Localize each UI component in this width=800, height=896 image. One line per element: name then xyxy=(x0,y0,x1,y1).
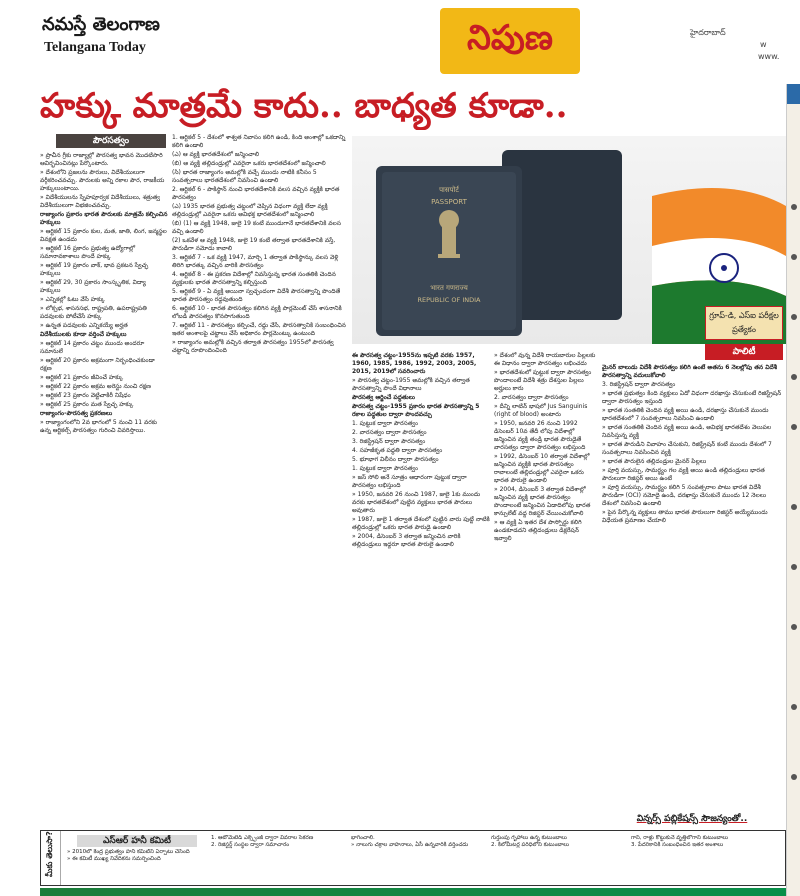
column-1-paragraph: » ఆర్టికల్ 21 ప్రకారం జీవించే హక్కు xyxy=(40,374,124,381)
column-4-paragraph: » 1950, జనవరి 26 నుంచి 1992 డిసెంబర్ 10వ తేదీ లోపు విదేశాల్లో జన్మించిన వ్యక్తి తండ్రి భారత పౌరుడైతే వారసత్వం ద్వారా పౌరసత్వం లభిస్తుంది xyxy=(494,420,586,451)
passport-country-english: REPUBLIC OF INDIA xyxy=(417,296,481,304)
column-1-paragraph: » ఆర్టికల్ 29, 30 ప్రకారం సాంస్కృతిక, విద్యా హక్కులు xyxy=(40,279,146,294)
box-paragraph: 1. ఆటోమేటెడ్ ఎక్స్ఛేంజ్ ద్వారా వివరాల సేకరణ xyxy=(211,835,314,841)
column-1-paragraph: » విదేశీయులను స్నేహపూర్వక విదేశీయులు, శత్రుత్వ విదేశీయులుగా విభజించవచ్చు. xyxy=(40,194,161,209)
column-1-paragraph: » ఆర్టికల్ 15 ప్రకారం కుల, మత, జాతి, లింగ, జన్మస్థల వివక్షత ఉండదు xyxy=(40,228,167,243)
text-column-3 xyxy=(352,352,490,822)
column-5-paragraph: మైనర్ బాలుడు విదేశీ పౌరసత్వం కలిగి ఉంటే అతను 6 నెలల్లోపు తన విదేశీ పౌరసత్వాన్ని వదులుకోవాలి xyxy=(602,364,777,379)
column-5-paragraph: 3. రిజిస్ట్రేషన్ ద్వారా పౌరసత్వం xyxy=(602,381,676,388)
footer-strip xyxy=(40,888,786,896)
column-5-paragraph: » భారత పౌరులైన తల్లిదండ్రుల మైనర్ పిల్లలు xyxy=(602,458,707,465)
bullet-dot xyxy=(791,424,797,430)
contact-line-2: w xyxy=(760,40,767,49)
column-5-paragraph: » పూర్తి వయస్సు, సామర్థ్యం కలిగి 5 సంవత్సరాల పాటు భారత విదేశీ పౌరుడిగా (OCI) నమోదై ఉండి, దరఖాస్తు చేసుకునే ముందు 12 నెలలు దేశంలో నివసించి ఉండాలి xyxy=(602,484,767,507)
column-4-paragraph: » భారతదేశంలో పుట్టుక ద్వారా పౌరసత్వం పొందాలంటే విదేశీ శత్రు దేశస్తుల పిల్లలు అర్హులు కారు xyxy=(494,369,592,392)
column-3-paragraph: » 2004, డిసెంబర్ 3 తర్వాత జన్మించిన వారికి తల్లిదండ్రులు ఇద్దరూ భారత పౌరులై ఉండాలి xyxy=(352,533,461,548)
column-2-paragraph: 2. ఆర్టికల్ 6 - పాకిస్థాన్ నుంచి భారతదేశానికి వలస వచ్చిన వ్యక్తికి భారత పౌరసత్వం xyxy=(172,186,340,201)
box-column-1 xyxy=(67,849,207,885)
subject-caption: పాలిటీ xyxy=(705,344,783,360)
text-column-1 xyxy=(40,152,168,822)
column-1-paragraph: » ప్రాచీన గ్రీకు రాజ్యాల్లో పౌరసత్వ భావన మొదటిసారి ఆవిర్భవించినట్లు పేర్కొంటారు. xyxy=(40,152,163,167)
column-3-paragraph: పౌరసత్వ ఆర్జించే పద్ధతులు xyxy=(352,394,415,401)
column-2-paragraph: 4. ఆర్టికల్ 8 - ఈ ప్రకరణ విదేశాల్లో నివసిస్తున్న భారత సంతతికి చెందిన వ్యక్తులకు భారత పౌరసత్వాన్ని కల్పిస్తుంది xyxy=(172,271,336,286)
box-column-4 xyxy=(491,835,627,885)
column-2-paragraph: (బి) (1) ఆ వ్యక్తి 1948, జులై 19 కంటే ముందుగానే భారతదేశానికి వలస వచ్చి ఉండాలి xyxy=(172,220,342,235)
exam-caption: గ్రూప్-డి, ఎస్ఐ పరీక్షల ప్రత్యేకం xyxy=(705,306,783,340)
column-1-paragraph: » ఆర్టికల్ 25 ప్రకారం మత స్వేచ్ఛ హక్కు xyxy=(40,401,134,408)
column-1-paragraph: » ఆర్టికల్ 23 ప్రకారం వెట్టిచాకిరీ నిషేధం xyxy=(40,392,131,399)
column-4-paragraph: 2. వారసత్వం ద్వారా పౌరసత్వం xyxy=(494,394,569,401)
column-1-paragraph: » ఆర్టికల్ 20 ప్రకారం అక్రమంగా నిర్బంధించకుండా రక్షణ xyxy=(40,357,155,372)
column-3-paragraph: 3. రిజిస్ట్రేషన్ ద్వారా పౌరసత్వం xyxy=(352,438,426,445)
bullet-dot xyxy=(791,564,797,570)
right-strip-bar xyxy=(787,84,800,104)
publisher-credit: విన్నర్స్ పబ్లికేషన్స్ సౌజన్యంతో.. xyxy=(636,814,748,824)
column-2-paragraph: (సి) భారత రాజ్యాంగం అమల్లోకి వచ్చే ముందు నాటికి కనీసం 5 సంవత్సరాలు భారతదేశంలో నివసించి ఉండాలి xyxy=(172,169,317,184)
bullet-dot xyxy=(791,504,797,510)
text-column-2 xyxy=(172,134,348,822)
box-paragraph: భాగించాలి. xyxy=(351,835,375,841)
column-4-paragraph: » దీన్ని లాటిన్ భాషలో Jus Sanguinis (right of blood) అంటారు xyxy=(494,403,588,418)
column-1-paragraph: » ఎన్నికల్లో ఓటు వేసే హక్కు xyxy=(40,296,105,303)
column-3-paragraph: ఈ పౌరసత్వ చట్టం-1955ను ఇప్పటి వరకు 1957, 1960, 1985, 1986, 1992, 2003, 2005, 2015, 2019లో సవరించారు xyxy=(352,352,477,375)
text-column-4 xyxy=(494,352,598,822)
column-5-paragraph: » పైన పేర్కొన్న వ్యక్తులు తాము భారత పౌరులుగా రిజిస్టర్ అయ్యేముందు విధేయత ప్రమాణం చేయాలి xyxy=(602,509,768,524)
section-title: నిపుణ xyxy=(467,18,553,58)
did-you-know-label xyxy=(41,831,61,886)
box-column-5 xyxy=(631,835,781,885)
bullet-dot xyxy=(791,374,797,380)
bullet-dot xyxy=(791,204,797,210)
column-3-paragraph: 5. భూభాగ విలీనం ద్వారా పౌరసత్వం xyxy=(352,456,439,463)
column-4-paragraph: » 1992, డిసెంబర్ 10 తర్వాత విదేశాల్లో జన్మించిన వ్యక్తికి భారత పౌరసత్వం రావాలంటే తల్లిదండ్రుల్లో ఎవరైనా ఒకరు భారత పౌరులై ఉండాలి xyxy=(494,453,590,484)
passport-label-english: PASSPORT xyxy=(431,198,467,206)
section-header: పౌరసత్వం xyxy=(56,134,166,148)
column-2-paragraph: » రాజ్యాంగం అమల్లోకి వచ్చిన తర్వాత పౌరసత్వం 1955లో పౌరసత్వ చట్టాన్ని రూపొందించింది xyxy=(172,339,334,354)
column-1-paragraph: రాజ్యాంగం-పౌరసత్వ ప్రకరణలు xyxy=(40,410,113,417)
column-4-paragraph: » దేశంలో వున్న విదేశీ రాయబారుల పిల్లలకు ఈ విధానం ద్వారా పౌరసత్వం లభించదు xyxy=(494,352,596,367)
box-paragraph: గాని, రాళ్లు కొట్టుకునే వృత్తిలోగాని కుటుంబాలు xyxy=(631,835,729,841)
contact-line-3: www. xyxy=(758,52,780,61)
masthead xyxy=(0,0,800,84)
box-paragraph: » 2010లో కేంద్ర ప్రభుత్వం హనీ కమిటీని ఏర్పాటు చేసింది xyxy=(67,849,190,855)
column-2-paragraph: 1. ఆర్టికల్ 5 - దేశంలో శాశ్వత నివాసం కలిగి ఉండి, కింది అంశాల్లో ఒకదాన్ని కలిగి ఉండాలి xyxy=(172,134,346,149)
section-brand-box xyxy=(440,8,580,74)
column-2-paragraph: (ఎ) 1935 భారత ప్రభుత్వ చట్టంలో చెప్పిన విధంగా వ్యక్తి లేదా వ్యక్తి తల్లిదండ్రుల్లో ఎవరైనా ఒకరు అవిభక్త భారతదేశంలో జన్మించాలి xyxy=(172,203,328,218)
column-5-paragraph: » భారత పౌరుడిని వివాహం చేసుకుని, రిజిస్ట్రేషన్ కంటే ముందు దేశంలో 7 సంవత్సరాలు నివసించిన వ్యక్తి xyxy=(602,441,772,456)
column-3-paragraph: 1. పుట్టుక ద్వారా పౌరసత్వం xyxy=(352,465,419,472)
column-2-paragraph: 3. ఆర్టికల్ 7 - ఒక వ్యక్తి 1947, మార్చి 1 తర్వాత పాకిస్థాన్కు వలస వెళ్లి తిరిగి భారత్కు వచ్చిన వారికి పౌరసత్వం xyxy=(172,254,339,269)
column-2-paragraph: 7. ఆర్టికల్ 11 - పౌరసత్వం కల్పించే, రద్దు చేసే, పౌరసత్వానికి సంబంధించిన ఇతర అంశాలపై చట్టాలు చేసే అధికారం పార్లమెంట్కు ఉంటుంది xyxy=(172,322,346,337)
column-3-paragraph: 2. వారసత్వం ద్వారా పౌరసత్వం xyxy=(352,429,427,436)
box-paragraph: » ఈ కమిటీ ముఖ్య నివేదికను సమర్పించింది xyxy=(67,856,161,862)
box-column-2 xyxy=(211,835,347,885)
column-5-paragraph: » పూర్తి వయస్సు, సామర్థ్యం గల వ్యక్తి అయి ఉండి తల్లిదండ్రులు భారత పౌరులుగా రిజిస్టర్ అయి ఉంటే xyxy=(602,467,765,482)
column-1-paragraph: » దేశంలోని ప్రజలను పౌరులు, విదేశీయులుగా వర్గీకరించవచ్చు. పౌరులకు అన్ని రకాల పౌర, రాజకీయ హక్కులుంటాయి. xyxy=(40,169,165,192)
column-3-paragraph: » జస్ సోలి అనే సూత్రం ఆధారంగా పుట్టుక ద్వారా పౌరసత్వం లభిస్తుంది xyxy=(352,474,467,489)
right-edge-strip xyxy=(786,84,800,896)
column-1-paragraph: » రాజ్యాంగంలోని 2వ భాగంలో 5 నుంచి 11 వరకు ఉన్న ఆర్టికల్స్ పౌరసత్వం గురించి వివరిస్తాయి. xyxy=(40,419,157,434)
box-paragraph: 2. రిజిస్టర్డ్ సంస్థల ద్వారా సమాచారం xyxy=(211,842,290,848)
column-1-paragraph: » లోక్సభ, శాసనసభ, రాష్ట్రపతి, ఉపరాష్ట్రపతి పదవులకు పోటీచేసే హక్కు xyxy=(40,305,147,320)
column-1-paragraph: » ఆర్టికల్ 19 ప్రకారం వాక్, భావ ప్రకటన స్వేచ్ఛ హక్కులు xyxy=(40,262,149,277)
column-5-paragraph: » భారత సంతతికి చెందిన వ్యక్తి అయి ఉండి, దరఖాస్తు చేసుకునే ముందు భారతదేశంలో 7 సంవత్సరాలు నివసించి ఉండాలి xyxy=(602,407,769,422)
passport-label-hindi: पासपोर्ट xyxy=(439,186,459,194)
column-5-paragraph: » భారత ప్రభుత్వం కింది వ్యక్తులు ఏదో విధంగా దరఖాస్తు చేసుకుంటే రిజిస్ట్రేషన్ ద్వారా పౌరసత్వం ఇస్తుంది xyxy=(602,390,782,405)
column-2-paragraph: 5. ఆర్టికల్ 9 - ఏ వ్యక్తి అయినా స్వచ్ఛందంగా విదేశీ పౌరసత్వాన్ని పొందితే భారత పౌరసత్వం రద్దవుతుంది xyxy=(172,288,341,303)
column-5-paragraph: » భారత సంతతికి చెందిన వ్యక్తి అయి ఉండి, అవిభక్త భారతదేశం వెలుపల నివసిస్తున్న వ్యక్తి xyxy=(602,424,772,439)
committee-title: ఎస్ఆర్ హనీ కమిటీ xyxy=(77,835,197,847)
column-1-paragraph: రాజ్యాంగం ప్రకారం భారత పౌరులకు మాత్రమే కల్పించిన హక్కులు xyxy=(40,211,168,226)
bullet-dot xyxy=(791,254,797,260)
box-paragraph: గుర్తుంపు గృహాలు ఉన్న కుటుంబాలు xyxy=(491,835,567,841)
passport-country-hindi: भारत गणराज्य xyxy=(430,284,468,292)
did-you-know-text: మీకు తెలుసా? xyxy=(45,831,54,877)
page-headline: హక్కు మాత్రమే కాదు.. బాధ్యత కూడా.. xyxy=(40,86,568,126)
column-1-paragraph: » ఆర్టికల్ 14 ప్రకారం చట్టం ముందు అందరూ సమానులే xyxy=(40,340,145,355)
box-paragraph: » నాలుగు చక్రాల వాహనాలు, ఏసీ ఉన్నవారికి వర్తించదు xyxy=(351,842,469,848)
column-1-paragraph: విదేశీయులకు కూడా వర్తించే హక్కులు xyxy=(40,331,127,338)
column-4-paragraph: » 2004, డిసెంబర్ 3 తర్వాత విదేశాల్లో జన్మించిన వ్యక్తి భారత పౌరసత్వం పొందాలంటే జన్మించిన ఏడాదిలోపు భారత కాన్సులేట్ వద్ద రిజిస్టర్ చేయించుకోవాలి xyxy=(494,486,591,517)
column-2-paragraph: (బి) ఆ వ్యక్తి తల్లిదండ్రుల్లో ఎవరైనా ఒకరు భారతదేశంలో జన్మించాలి xyxy=(172,160,326,167)
brand-telugu: నమస్తే తెలంగాణ xyxy=(42,14,160,35)
bullet-dot xyxy=(791,704,797,710)
column-2-paragraph: (ఎ) ఆ వ్యక్తి భారతదేశంలో జన్మించాలి xyxy=(172,151,260,158)
column-1-paragraph: » ఉన్నత పదవులకు ఎన్నికయ్యే అర్హత xyxy=(40,322,128,329)
column-3-paragraph: » పౌరసత్వ చట్టం-1955 అమల్లోకి వచ్చిన తర్వాత పౌరసత్వాన్ని పొందే విధానాలు xyxy=(352,377,470,392)
did-you-know-box xyxy=(40,830,786,886)
brand-english: Telangana Today xyxy=(44,40,146,55)
column-3-paragraph: » 1950, జనవరి 26 నుంచి 1987, జులై 1కు ముందు వరకు భారతదేశంలో పుట్టిన వ్యక్తులు భారత పౌరులు అవుతారు xyxy=(352,491,481,514)
box-column-3 xyxy=(351,835,487,885)
bullet-dot xyxy=(791,774,797,780)
box-paragraph: 2. కిలోమీటర్ల పరిధిలోని కుటుంబాలు xyxy=(491,842,570,848)
text-column-5 xyxy=(602,364,784,810)
column-4-paragraph: » ఆ వ్యక్తి ఏ ఇతర దేశ పాస్పోర్టు కలిగి ఉండకూడదని తల్లిదండ్రులు డిక్లరేషన్ ఇవ్వాలి xyxy=(494,519,582,542)
bullet-dot xyxy=(791,624,797,630)
column-3-paragraph: 4. సహజీకృత పద్ధతి ద్వారా పౌరసత్వం xyxy=(352,447,443,454)
column-1-paragraph: » ఆర్టికల్ 22 ప్రకారం అక్రమ అరెస్టు నుంచి రక్షణ xyxy=(40,383,151,390)
column-3-paragraph: 1. పుట్టుక ద్వారా పౌరసత్వం xyxy=(352,420,419,427)
bullet-dot xyxy=(791,314,797,320)
box-paragraph: 3. పేదరికానికి సంబంధించిన ఇతర అంశాలు xyxy=(631,842,724,848)
column-2-paragraph: (2) ఒకవేళ ఆ వ్యక్తి 1948, జులై 19 కంటే తర్వాత భారతదేశానికి వస్తే, పౌరుడిగా నమోదు కావాలి xyxy=(172,237,336,252)
column-3-paragraph: » 1987, జులై 1 తర్వాత దేశంలో పుట్టిన వారు పుట్టే నాటికి తల్లిదండ్రుల్లో ఒకరు భారత పౌరుడై ఉండాలి xyxy=(352,516,490,531)
column-3-paragraph: పౌరసత్వ చట్టం-1955 ప్రకారం భారత పౌరసత్వాన్ని 5 రకాల పద్ధతుల ద్వారా పొందవచ్చు xyxy=(352,403,480,418)
column-1-paragraph: » ఆర్టికల్ 16 ప్రకారం ప్రభుత్వ ఉద్యోగాల్లో సమానావకాశాలు పొందే హక్కు xyxy=(40,245,136,260)
column-2-paragraph: 6. ఆర్టికల్ 10 - భారత పౌరసత్వం కలిగిన వ్యక్తి పార్లమెంట్ చేసే శాసనానికి లోబడి పౌరసత్వం కొనసాగుతుంది xyxy=(172,305,342,320)
contact-line-1: హైదరాబాద్ xyxy=(690,28,726,37)
